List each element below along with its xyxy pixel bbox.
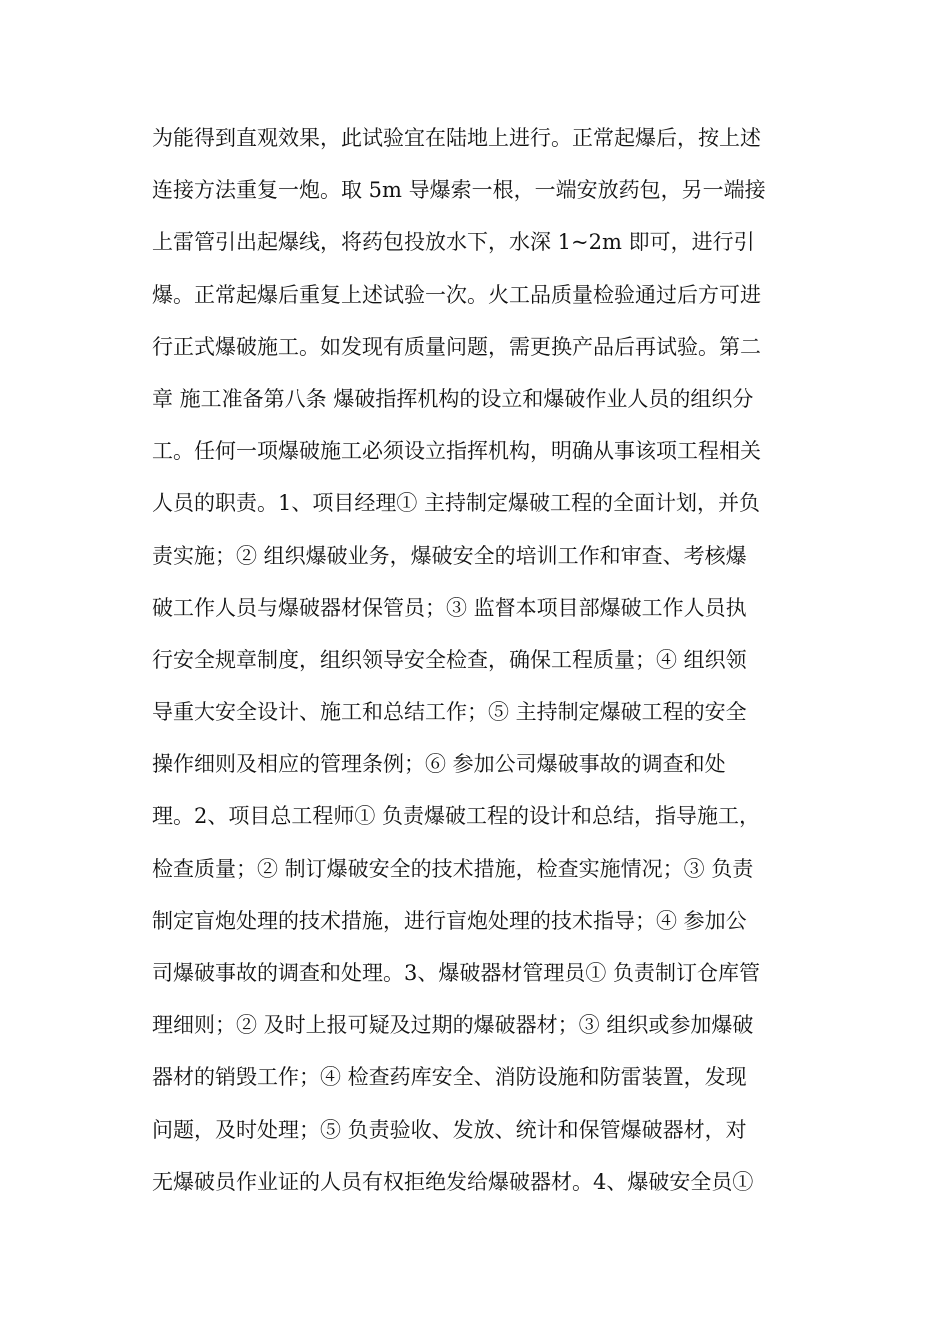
text-line-6: 章 施工准备第八条 爆破指挥机构的设立和爆破作业人员的组织分 [152, 386, 754, 411]
text-line-19: 器材的销毁工作；④ 检查药库安全、消防设施和防雷装置，发现 [152, 1065, 747, 1090]
text-line-13: 操作细则及相应的管理条例；⑥ 参加公司爆破事故的调查和处 [152, 752, 726, 777]
text-line-16: 制定盲炮处理的技术措施，进行盲炮处理的技术指导；④ 参加公 [152, 908, 747, 933]
text-line-12: 导重大安全设计、施工和总结工作；⑤ 主持制定爆破工程的安全 [152, 700, 747, 725]
text-line-7: 工。任何一项爆破施工必须设立指挥机构，明确从事该项工程相关 [152, 439, 761, 464]
text-line-3: 上雷管引出起爆线，将药包投放水下，水深 1~2m 即可，进行引 [152, 230, 755, 255]
text-line-1: 为能得到直观效果，此试验宜在陆地上进行。正常起爆后，按上述 [152, 126, 761, 150]
text-line-14: 理。2、项目总工程师① 负责爆破工程的设计和总结，指导施工， [152, 804, 761, 829]
text-line-5: 行正式爆破施工。如发现有质量问题，需更换产品后再试验。第二 [152, 334, 761, 359]
text-line-4: 爆。正常起爆后重复上述试验一次。火工品质量检验通过后方可进 [152, 282, 761, 307]
text-line-11: 行安全规章制度，组织领导安全检查，确保工程质量；④ 组织领 [152, 647, 747, 672]
text-line-2: 连接方法重复一炮。取 5m 导爆索一根，一端安放药包，另一端接 [152, 178, 766, 203]
text-line-17: 司爆破事故的调查和处理。3、爆破器材管理员① 负责制订仓库管 [152, 961, 761, 985]
text-line-9: 责实施；② 组织爆破业务，爆破安全的培训工作和审查、考核爆 [152, 543, 747, 568]
text-line-20: 问题，及时处理；⑤ 负责验收、发放、统计和保管爆破器材，对 [152, 1117, 747, 1142]
body-text [152, 118, 812, 1214]
text-line-15: 检查质量；② 制订爆破安全的技术措施，检查实施情况；③ 负责 [152, 856, 754, 881]
text-line-8: 人员的职责。1、项目经理① 主持制定爆破工程的全面计划，并负 [152, 491, 761, 516]
text-line-10: 破工作人员与爆破器材保管员；③ 监督本项目部爆破工作人员执 [152, 595, 747, 620]
text-line-21: 无爆破员作业证的人员有权拒绝发给爆破器材。4、爆破安全员① [152, 1169, 754, 1194]
text-line-18: 理细则；② 及时上报可疑及过期的爆破器材；③ 组织或参加爆破 [152, 1013, 754, 1038]
